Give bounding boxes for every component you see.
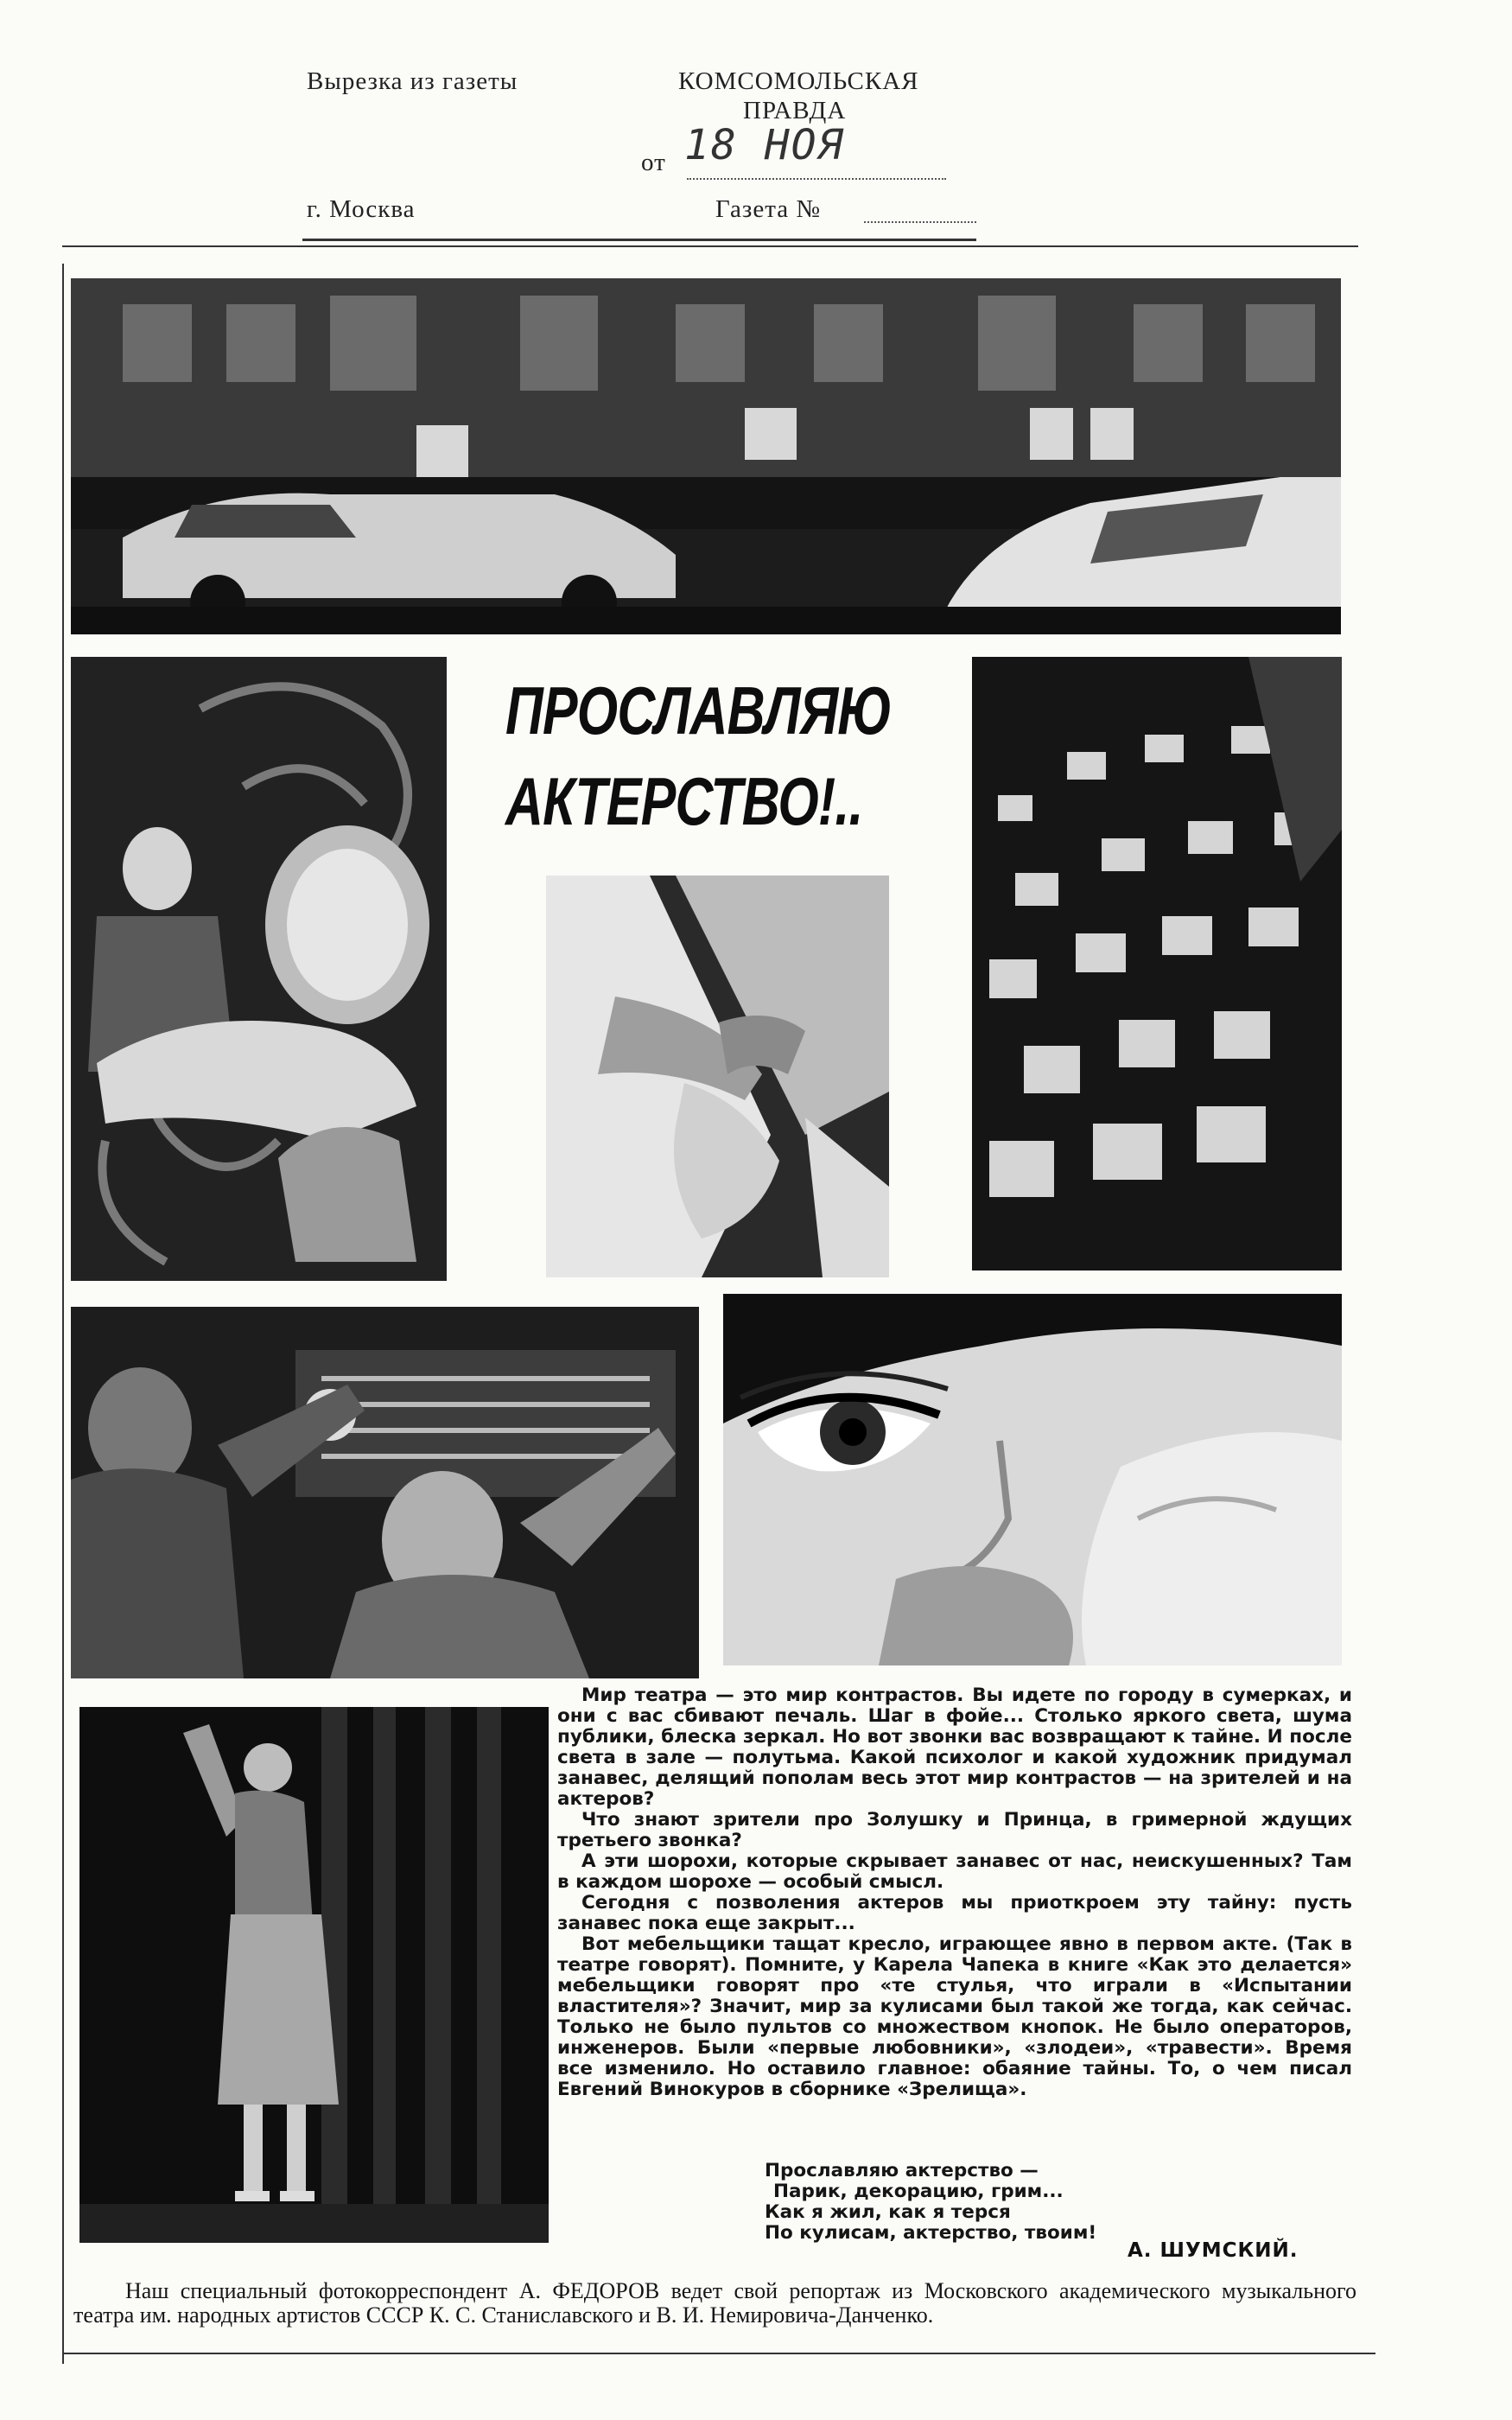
poem-quote [765,2161,1096,2244]
issue-label: Газета № [715,195,822,223]
article-paragraph: Что знают зрители про Золушку и Принца, в гримерной ждущих третьего звонка? [557,1809,1352,1851]
audience-image [972,657,1342,1270]
headline-line1: ПРОСЛАВЛЯЮ [505,672,893,748]
console-image [71,1307,699,1678]
article-paragraph: Сегодня с позволения актеров мы приоткроем эту тайну: пусть занавес пока еще закрыт... [557,1892,1352,1934]
curtain-image [79,1707,549,2243]
handwritten-date: 18 НОЯ [684,121,845,169]
facade-image [71,278,1341,634]
poem-line: Как я жил, как я терся [765,2201,1011,2223]
city-label: г. Москва [307,195,416,223]
article-paragraph: А эти шорохи, которые скрывает занавес от нас, неискушенных? Там в каждом шорохе — особый смысл. [557,1850,1352,1893]
clipping-label: Вырезка из газеты [307,67,518,95]
date-dotted-line [687,178,946,180]
eye-image [723,1294,1342,1665]
date-prefix: от [641,149,666,176]
photo-actress-eye [723,1294,1342,1665]
photo-lighting-console [71,1307,699,1678]
article-paragraph: Вот мебельщики тащат кресло, играющее явно в первом акте. (Так в театре говорят). Помните, у Карела Чапека в книге «Как это делается» мебельщики говорят про «те стулья, что играли в «Испытании властителя»? Значит, мир за кулисами был такой же тогда, как сейчас. Только не было пультов со множеством кнопок. Не было операторов, инженеров. Были «первые любовники», «злодеи», «травести». Время все изменило. Но оставило главное: обаяние тайны. То, о чем писал Евгений Винокуров в сборнике «Зрелища». [557,1933,1352,2100]
photo-stagehand-armchair [71,657,447,1281]
headline-line2: АКТЕРСТВО!.. [505,763,863,839]
photo-ballet-shoes [546,876,889,1277]
armchair-image [71,657,447,1281]
poem-line: По кулисам, актерство, твоим! [765,2222,1097,2244]
photo-audience-seats [972,657,1342,1270]
newspaper-name-line1: КОМСОМОЛЬСКАЯ [678,67,919,95]
photo-actress-curtain [79,1707,549,2243]
newspaper-name-line2: ПРАВДА [743,97,847,124]
ballet-shoes-image [546,876,889,1277]
clipping-top-rule [62,245,1358,247]
article-body [557,1685,1352,2100]
photo-theatre-facade [71,278,1341,634]
issue-dotted-line [864,221,976,223]
clipping-left-rule [62,264,64,2364]
article-author: А. ШУМСКИЙ. [1128,2239,1299,2262]
poem-line: Прославляю актерство — [765,2160,1039,2181]
headline [505,666,893,847]
article-paragraph: Мир театра — это мир контрастов. Вы идете по городу в сумерках, и они с вас сбивают печаль. Шаг в фойе... Столько яркого света, шума публики, блеска зеркал. Но вот звонки вас возвращают к тайне. И после света в зале — полутьма. Какой психолог и какой художник придумал занавес, делящий пополам весь этот мир контрастов — на зрителей и на актеров? [557,1684,1352,1810]
poem-line: Парик, декорацию, грим... [773,2181,1064,2202]
photo-credit-caption: Наш специальный фотокорреспондент А. ФЕДОРОВ ведет свой репортаж из Московского академического музыкального театра им. народных артистов СССР К. С. Станиславского и В. И. Немировича-Данченко. [73,2278,1356,2328]
header-rule [302,239,976,241]
bottom-rule [62,2353,1375,2354]
